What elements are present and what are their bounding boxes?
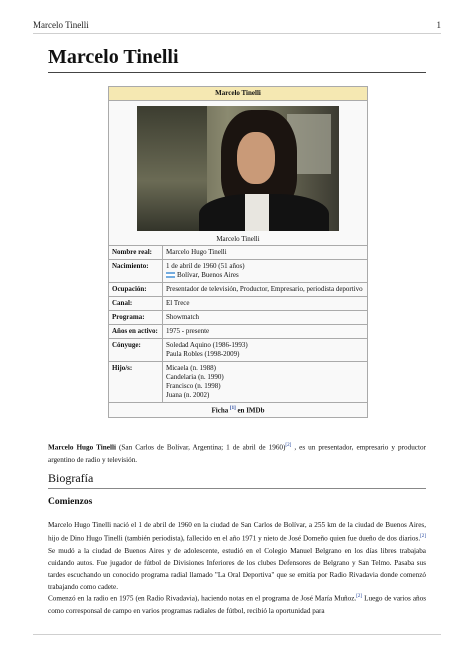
infobox-value (163, 362, 368, 403)
page-number: 1 (436, 20, 441, 30)
reference-link[interactable]: [2] (420, 534, 426, 540)
infobox-row (109, 325, 367, 339)
infobox-footer (109, 402, 367, 417)
infobox-value-line: Presentador de televisión, Productor, Empresario, periodista deportivo (166, 285, 363, 293)
infobox-value (163, 339, 368, 362)
subsection-heading-comienzos: Comienzos (48, 497, 93, 507)
infobox-value-line: Francisco (n. 1998) (166, 382, 221, 390)
section-heading-biografia: Biografía (48, 471, 94, 485)
portrait-photo[interactable] (137, 106, 339, 231)
title-divider (48, 72, 426, 73)
infobox-row (109, 283, 367, 297)
infobox-value (163, 246, 368, 260)
running-head (33, 20, 441, 30)
biography-paragraph-2: Comenzó en la radio en 1975 (en Radio Rivadavia), haciendo notas en el programa de José María Muñoz.[2] Luego de varios años como corresponsal de campo en varios programas radiales de fútbol, recibió la oportunidad para (48, 594, 426, 615)
infobox-header: Marcelo Tinelli (109, 87, 367, 101)
infobox-value-line: Showmatch (166, 313, 200, 321)
infobox-value-line: 1 de abril de 1960 (51 años) (166, 262, 245, 270)
subject-name: Marcelo Hugo Tinelli (48, 443, 116, 452)
infobox-label: Ocupación: (109, 283, 163, 297)
infobox-value-line: Micaela (n. 1988) (166, 364, 216, 372)
running-head-title: Marcelo Tinelli (33, 20, 89, 30)
infobox-label: Programa: (109, 311, 163, 325)
photo-caption: Marcelo Tinelli (216, 235, 260, 243)
infobox-value-line: Juana (n. 2002) (166, 391, 210, 399)
infobox-value-line: Paula Robles (1998-2009) (166, 350, 240, 358)
infobox-table (109, 245, 367, 402)
infobox-row (109, 362, 367, 403)
argentina-flag-icon (166, 272, 175, 278)
birthplace-link[interactable]: Bolívar, Buenos Aires (177, 271, 239, 279)
reference-link[interactable]: [2] (285, 443, 292, 449)
infobox-value-line: El Trece (166, 299, 190, 307)
infobox-row (109, 297, 367, 311)
infobox-label: Años en activo: (109, 325, 163, 339)
infobox-row (109, 246, 367, 260)
infobox-value (163, 325, 368, 339)
page-title: Marcelo Tinelli (48, 46, 179, 68)
footer-text-after: en IMDb (235, 406, 265, 415)
infobox-value (163, 283, 368, 297)
infobox-label: Canal: (109, 297, 163, 311)
infobox-value-line: Candelaria (n. 1990) (166, 373, 224, 381)
infobox-label: Nacimiento: (109, 260, 163, 283)
infobox-row (109, 311, 367, 325)
infobox-value-line: 1975 - presente (166, 327, 210, 335)
infobox-value-line (166, 271, 364, 280)
infobox-value (163, 260, 368, 283)
intro-paragraph: Marcelo Hugo Tinelli (San Carlos de Bolívar, Argentina; 1 de abril de 1960)[2] , es un presentador, empresario y productor argentino de radio y televisión. (48, 443, 426, 464)
footer-divider (33, 634, 441, 635)
biography-paragraph-1: Marcelo Hugo Tinelli nació el 1 de abril de 1960 en la ciudad de San Carlos de Bolívar, a 255 km de la ciudad de Buenos Aires, hijo de Dino Hugo Tinelli (también periodista), fallecido en el año 1971 y nieto de José Domeño quien fue dueño de dos diarios.[2] Se mudó a la ciudad de Buenos Aires y de adolescente, estudió en el Colegio Manuel Belgrano en los días libres trabajaba cuidando autos. Fue jugador de fútbol de Divisiones Inferiores de los clubes Defensores de Belgrano y San Telmo. Pasaba sus tardes escuchando un conocido programa radial llamado "La Oral Deportiva" que se emitía por Radio Rivadavia donde comenzó trabajando como cadete. (48, 521, 426, 591)
infobox-label: Hijo/s: (109, 362, 163, 403)
infobox-value (163, 311, 368, 325)
infobox-row (109, 339, 367, 362)
footer-text-before: Ficha (211, 406, 230, 415)
infobox (108, 86, 368, 418)
infobox-label: Nombre real: (109, 246, 163, 260)
header-divider (33, 33, 441, 34)
infobox-label: Cónyuge: (109, 339, 163, 362)
infobox-row (109, 260, 367, 283)
infobox-value-line: Soledad Aquino (1986-1993) (166, 341, 248, 349)
section-divider (48, 488, 426, 489)
infobox-value (163, 297, 368, 311)
footer-reference-link[interactable]: [1] (230, 406, 236, 411)
infobox-value-line: Marcelo Hugo Tinelli (166, 248, 227, 256)
reference-link[interactable]: [2] (356, 594, 363, 600)
